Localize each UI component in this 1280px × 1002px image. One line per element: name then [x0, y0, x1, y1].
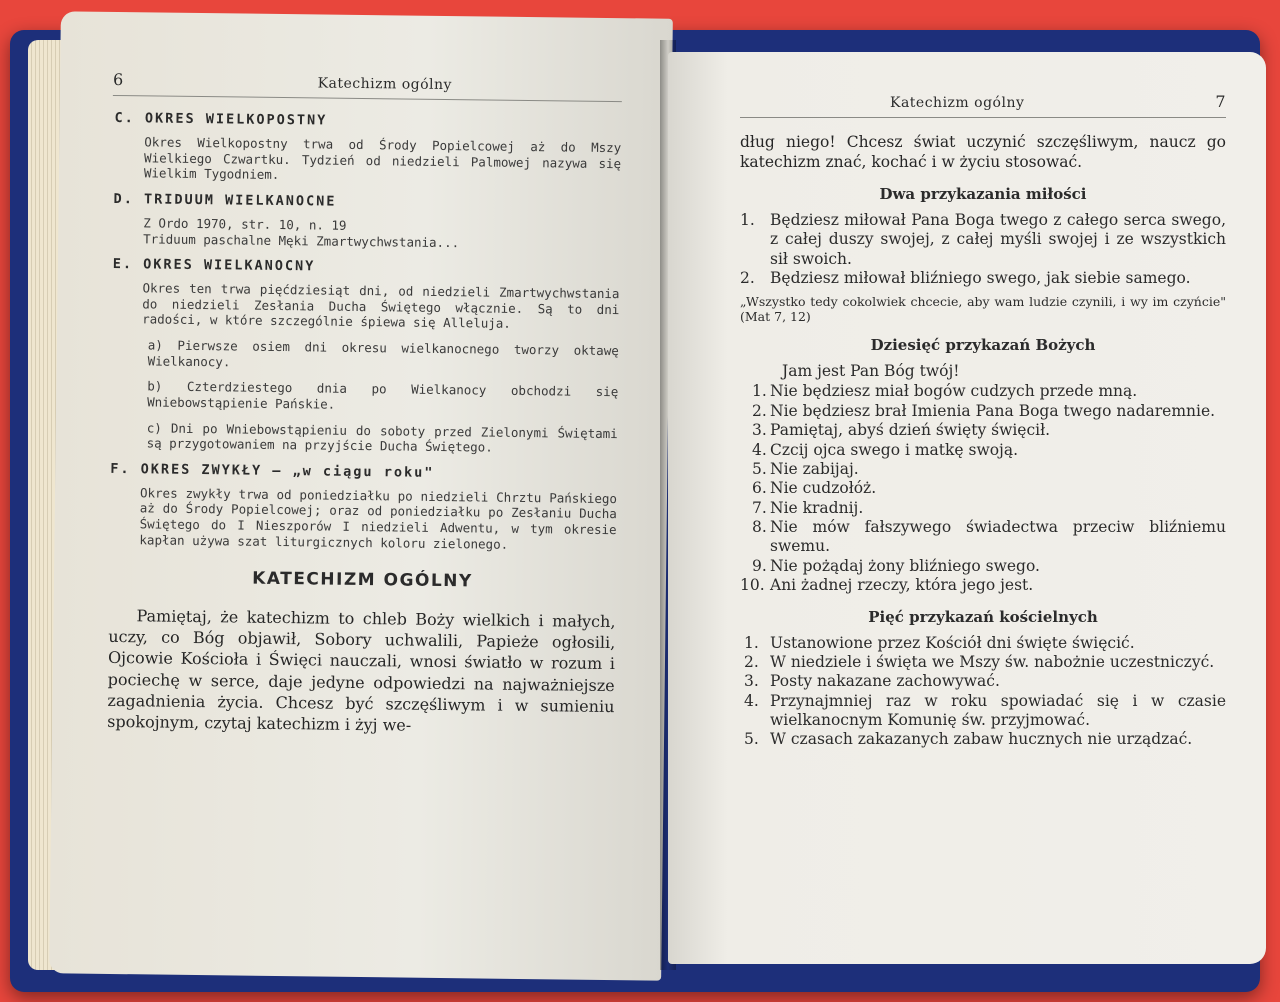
- section-paragraph: Okres Wielkopostny trwa od Środy Popielcowej aż do Mszy Wielkiego Czwartku. Tydzień od niedzieli Palmowej nazywa się Wielkim Tygodniem.: [143, 134, 622, 183]
- section-paragraph: Okres ten trwa pięćdziesiąt dni, od niedzieli Zmartwychwstania do niedzieli Zesłania Ducha Świętego włącznie. Są to dni radości, w które szczególnie śpiewa się Alleluja.: [142, 280, 620, 332]
- running-head-left: [113, 70, 622, 102]
- list-item: 6. Nie cudzołóż.: [752, 479, 877, 498]
- list-item: 2. Nie będziesz brał Imienia Pana Boga twego nadaremnie.: [752, 401, 1216, 420]
- main-title: KATECHIZM OGÓLNY: [252, 568, 473, 592]
- list-item: 5. Nie zabijaj.: [752, 459, 859, 478]
- list-item: 5. W czasach zakazanych zabaw hucznych nie urządzać.: [744, 730, 1193, 749]
- love-commandments-list: [740, 211, 1226, 289]
- page-number-left: 6: [112, 69, 124, 90]
- list-item: 1. Ustanowione przez Kościół dni święte święcić.: [744, 633, 1135, 652]
- section-title: C. OKRES WIELKOPOSTNY: [114, 109, 328, 129]
- list-item: 1. Nie będziesz miał bogów cudzych przede mną.: [752, 382, 1138, 401]
- love-commandments-title: Dwa przykazania miłości: [879, 184, 1087, 203]
- list-item: 4. Przynajmniej raz w roku spowiadać się i w czasie wielkanocnym Komunię św. przyjmować.: [744, 691, 1226, 730]
- running-head-right: [740, 92, 1226, 118]
- church-commandments-list: [740, 634, 1226, 750]
- section-paragraph: Okres zwykły trwa od poniedziałku po niedzieli Chrztu Pańskiego aż do Środy Popielcowej; oraz od poniedziałku po Zesłaniu Ducha Świętego do I Nieszporów I niedzieli Adwentu, w tym okresie kapłan używa szat liturgicznych koloru zielonego.: [139, 485, 618, 552]
- list-item: 2. W niedziele i święta we Mszy św. nabożnie uczestniczyć.: [744, 652, 1215, 671]
- list-item: 3. Pamiętaj, abyś dzień święty święcił.: [752, 421, 1051, 440]
- church-commandments-title: Pięć przykazań kościelnych: [868, 607, 1098, 626]
- right-page: [668, 52, 1266, 964]
- list-item: 1. Będziesz miłował Pana Boga twego z całego serca swego, z całej duszy swojej, z całej myśli swojej i ze wszystkich sił swoich.: [740, 210, 1226, 268]
- section-item: c) Dni po Wniebowstąpieniu do soboty przed Zielonymi Świętami są przygotowaniem na przyjście Ducha Świętego.: [146, 419, 618, 455]
- section-paragraph: Triduum paschalne Męki Zmartwychwstania...: [143, 230, 460, 250]
- list-item: 10. Ani żadnej rzeczy, która jego jest.: [740, 576, 1034, 595]
- section-item: a) Pierwsze osiem dni okresu wielkanocnego tworzy oktawę Wielkanocy.: [147, 337, 619, 370]
- section-title: E. OKRES WIELKANOCNY: [112, 256, 316, 275]
- list-item: 8. Nie mów fałszywego świadectwa przeciw bliźniemu swemu.: [752, 518, 1226, 556]
- list-item: 4. Czcij ojca swego i matkę swoją.: [752, 440, 1019, 459]
- intro-paragraph: dług niego! Chcesz świat uczynić szczęśliwym, naucz go katechizm znać, kochać i w życiu stosować.: [740, 133, 1226, 172]
- ten-commandments-intro: Jam jest Pan Bóg twój!: [782, 362, 960, 381]
- main-paragraph: Pamiętaj, że katechizm to chleb Boży wielkich i małych, uczy, co Bóg objawił, Sobory uchwalili, Papieże ogłosili, Ojcowie Kościoła i Święci nauczali, wnosi światło w rozum i pociechę w serce, daje jedyne odpowiedzi na najważniejsze zagadnienia życia. Chcesz być szczęśliwym i w sumieniu spokojnym, czytaj katechizm i żyj we-: [107, 606, 616, 735]
- list-item: 7. Nie kradnij.: [752, 498, 864, 517]
- left-page: [49, 11, 673, 980]
- running-head-title-left: Katechizm ogólny: [317, 75, 453, 94]
- section-title: D. TRIDUUM WIELKANOCNE: [113, 190, 337, 210]
- section-paragraph: Z Ordo 1970, str. 10, n. 19: [143, 215, 347, 233]
- running-head-title-right: Katechizm ogólny: [890, 95, 1025, 111]
- list-item: 9. Nie pożądaj żony bliźniego swego.: [752, 556, 1040, 575]
- page-number-right: 7: [1215, 92, 1226, 111]
- list-item: 2. Będziesz miłował bliźniego swego, jak siebie samego.: [740, 269, 1191, 288]
- ten-commandments-title: Dziesięć przykazań Bożych: [870, 336, 1096, 355]
- section-title: F. OKRES ZWYKŁY — „w ciągu roku": [110, 460, 435, 481]
- list-item: 3. Posty nakazane zachowywać.: [744, 672, 1000, 691]
- section-item: b) Czterdziestego dnia po Wielkanocy obchodzi się Wniebowstąpienie Pańskie.: [147, 378, 619, 412]
- scripture-quote: „Wszystko tedy cokolwiek chcecie, aby wam ludzie czynili, i wy im czyńcie" (Mat 7, 12): [740, 294, 1226, 325]
- ten-commandments-list: [740, 382, 1226, 595]
